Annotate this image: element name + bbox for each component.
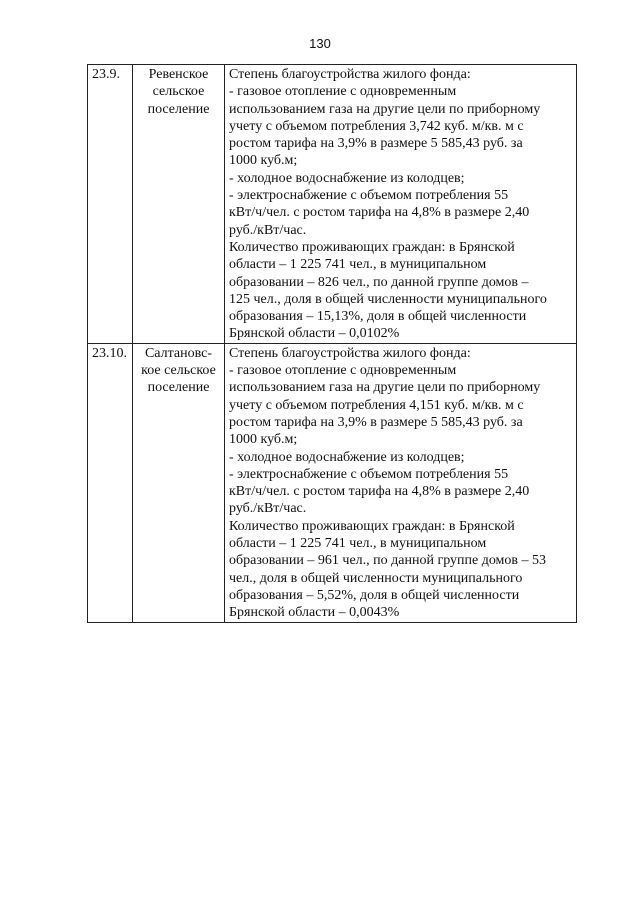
settlement-name-line: Салтановс- — [144, 345, 213, 361]
row-number-cell: 23.10. — [88, 343, 133, 622]
table-row — [88, 65, 577, 344]
description-line: Брянской области – 0,0102% — [229, 326, 400, 342]
description-line: учету с объемом потребления 4,151 куб. м/кв. м с — [229, 397, 524, 413]
page-number: 130 — [309, 36, 331, 51]
settlement-name-cell — [133, 65, 225, 344]
description-line: Степень благоустройства жилого фонда: — [229, 345, 471, 361]
description-line: руб./кВт/час. — [229, 222, 307, 238]
settlement-name-line: поселение — [147, 380, 210, 396]
description-line: Степень благоустройства жилого фонда: — [229, 67, 471, 82]
description-line: руб./кВт/час. — [229, 501, 307, 517]
description-line: образования – 5,52%, доля в общей численности — [229, 587, 520, 603]
description-line: использованием газа на другие цели по приборному — [229, 380, 541, 396]
settlement-name-line: кое сельское — [141, 363, 216, 379]
description-line: учету с объемом потребления 3,742 куб. м/кв. м с — [229, 118, 524, 134]
description-line: использованием газа на другие цели по приборному — [229, 101, 541, 117]
description-line: области – 1 225 741 чел., в муниципальном — [229, 536, 487, 552]
description-line: образовании – 961 чел., по данной группе домов – 53 — [229, 553, 547, 569]
description-line: ростом тарифа на 3,9% в размере 5 585,43 руб. за — [229, 136, 523, 152]
description-line: Брянской области – 0,0043% — [229, 605, 400, 621]
description-line: ростом тарифа на 3,9% в размере 5 585,43 руб. за — [229, 414, 523, 430]
description-line: 1000 куб.м; — [229, 153, 298, 169]
description-line: - холодное водоснабжение из колодцев; — [229, 170, 465, 186]
description-line: области – 1 225 741 чел., в муниципальном — [229, 257, 487, 273]
description-line: - газовое отопление с одновременным — [229, 84, 457, 100]
description-line: кВт/ч/чел. с ростом тарифа на 4,8% в размере 2,40 — [229, 205, 530, 221]
description-line: кВт/ч/чел. с ростом тарифа на 4,8% в размере 2,40 — [229, 484, 530, 500]
description-line: - холодное водоснабжение из колодцев; — [229, 449, 465, 465]
description-line: 1000 куб.м; — [229, 432, 298, 448]
description-line: чел., доля в общей численности муниципального — [229, 570, 523, 586]
description-line: Количество проживающих граждан: в Брянской — [229, 518, 515, 534]
settlement-name-line: Ревенское — [148, 67, 209, 82]
settlement-name-line: сельское — [152, 84, 205, 100]
table-row — [88, 343, 577, 622]
description-line: - газовое отопление с одновременным — [229, 363, 457, 379]
description-line: - электроснабжение с объемом потребления 55 — [229, 466, 509, 482]
description-line: 125 чел., доля в общей численности муниципального — [229, 291, 547, 307]
description-line: образовании – 826 чел., по данной группе домов – — [229, 274, 529, 290]
settlements-table — [87, 64, 577, 623]
row-number-cell: 23.9. — [88, 65, 133, 344]
description-cell — [225, 343, 577, 622]
table-body — [88, 65, 577, 623]
description-line: Количество проживающих граждан: в Брянской — [229, 239, 515, 255]
settlement-name-cell — [133, 343, 225, 622]
description-cell — [225, 65, 577, 344]
description-line: - электроснабжение с объемом потребления 55 — [229, 188, 509, 204]
description-line: образования – 15,13%, доля в общей численности — [229, 309, 527, 325]
settlement-name-line: поселение — [147, 101, 210, 117]
